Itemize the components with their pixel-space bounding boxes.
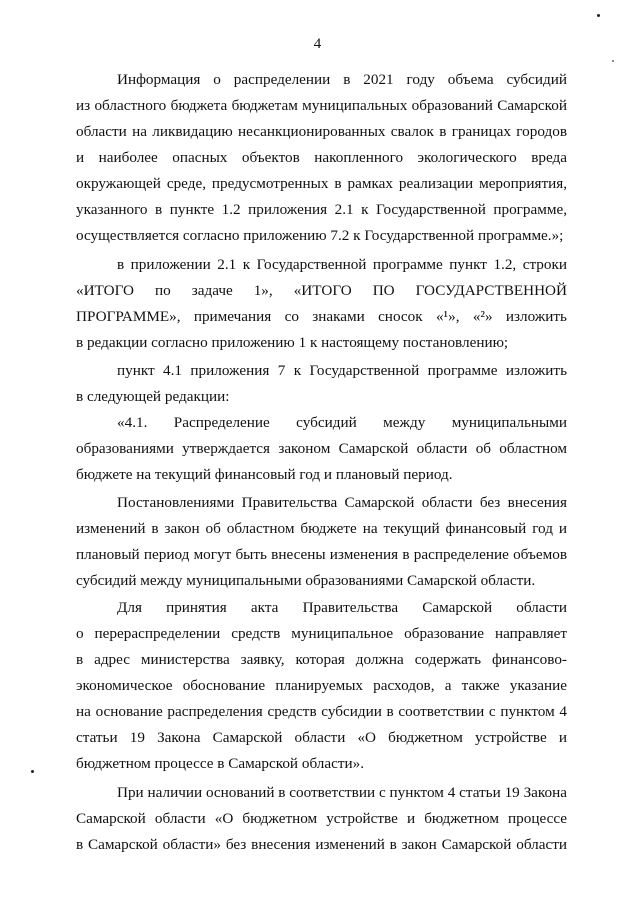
text-line: в следующей редакции: bbox=[76, 388, 230, 405]
scan-speck bbox=[31, 770, 34, 773]
text-line: пункт 4.1 приложения 7 к Государственной программе изложить bbox=[117, 362, 567, 379]
text-line: в приложении 2.1 к Государственной программе пункт 1.2, строки bbox=[117, 256, 567, 273]
page-number: 4 bbox=[313, 36, 322, 52]
text-line: субсидий между муниципальными образованиями Самарской области. bbox=[76, 572, 536, 589]
text-line: изменений в закон об областном бюджете на текущий финансовый год и bbox=[76, 520, 567, 537]
text-line: из областного бюджета бюджетам муниципальных образований Самарской bbox=[76, 97, 567, 114]
text-line: Самарской области «О бюджетном устройстве и бюджетном процессе bbox=[76, 810, 567, 827]
text-line: в редакции согласно приложению 1 к настоящему постановлению; bbox=[76, 334, 509, 351]
text-line: и наиболее опасных объектов накопленного экологического вреда bbox=[76, 149, 567, 166]
text-line: осуществляется согласно приложению 7.2 к Государственной программе.»; bbox=[76, 227, 564, 244]
text-line: бюджетном процессе в Самарской области». bbox=[76, 755, 365, 772]
scan-speck bbox=[597, 14, 600, 17]
scan-speck bbox=[612, 60, 614, 62]
text-line: образованиями утверждается законом Самарской области об областном bbox=[76, 440, 567, 457]
text-line: экономическое обоснование планируемых расходов, а также указание bbox=[76, 677, 567, 694]
text-line: указанного в пункте 1.2 приложения 2.1 к Государственной программе, bbox=[76, 201, 567, 218]
text-line: в Самарской области» без внесения изменений в закон Самарской области bbox=[76, 836, 567, 853]
text-line: При наличии оснований в соответствии с пунктом 4 статьи 19 Закона bbox=[117, 784, 567, 801]
text-line: ПРОГРАММЕ», примечания со знаками сносок «¹», «²» изложить bbox=[76, 308, 567, 325]
text-line: о перераспределении средств муниципальное образование направляет bbox=[76, 625, 567, 642]
text-line: Для принятия акта Правительства Самарской области bbox=[117, 599, 567, 616]
text-line: статьи 19 Закона Самарской области «О бюджетном устройстве и bbox=[76, 729, 567, 746]
text-line: в адрес министерства заявку, которая должна содержать финансово- bbox=[76, 651, 567, 668]
text-line: окружающей среде, предусмотренных в рамках реализации мероприятия, bbox=[76, 175, 567, 192]
text-line: «4.1. Распределение субсидий между муниципальными bbox=[117, 414, 567, 431]
text-line: бюджете на текущий финансовый год и плановый период. bbox=[76, 466, 453, 483]
text-line: «ИТОГО по задаче 1», «ИТОГО ПО ГОСУДАРСТВЕННОЙ bbox=[76, 282, 567, 299]
text-line: плановый период могут быть внесены изменения в распределение объемов bbox=[76, 546, 567, 563]
text-line: на основание распределения средств субсидии в соответствии с пунктом 4 bbox=[76, 703, 567, 720]
text-line: Информация о распределении в 2021 году объема субсидий bbox=[117, 71, 567, 88]
text-line: Постановлениями Правительства Самарской области без внесения bbox=[117, 494, 567, 511]
text-line: области на ликвидацию несанкционированных свалок в границах городов bbox=[76, 123, 567, 140]
